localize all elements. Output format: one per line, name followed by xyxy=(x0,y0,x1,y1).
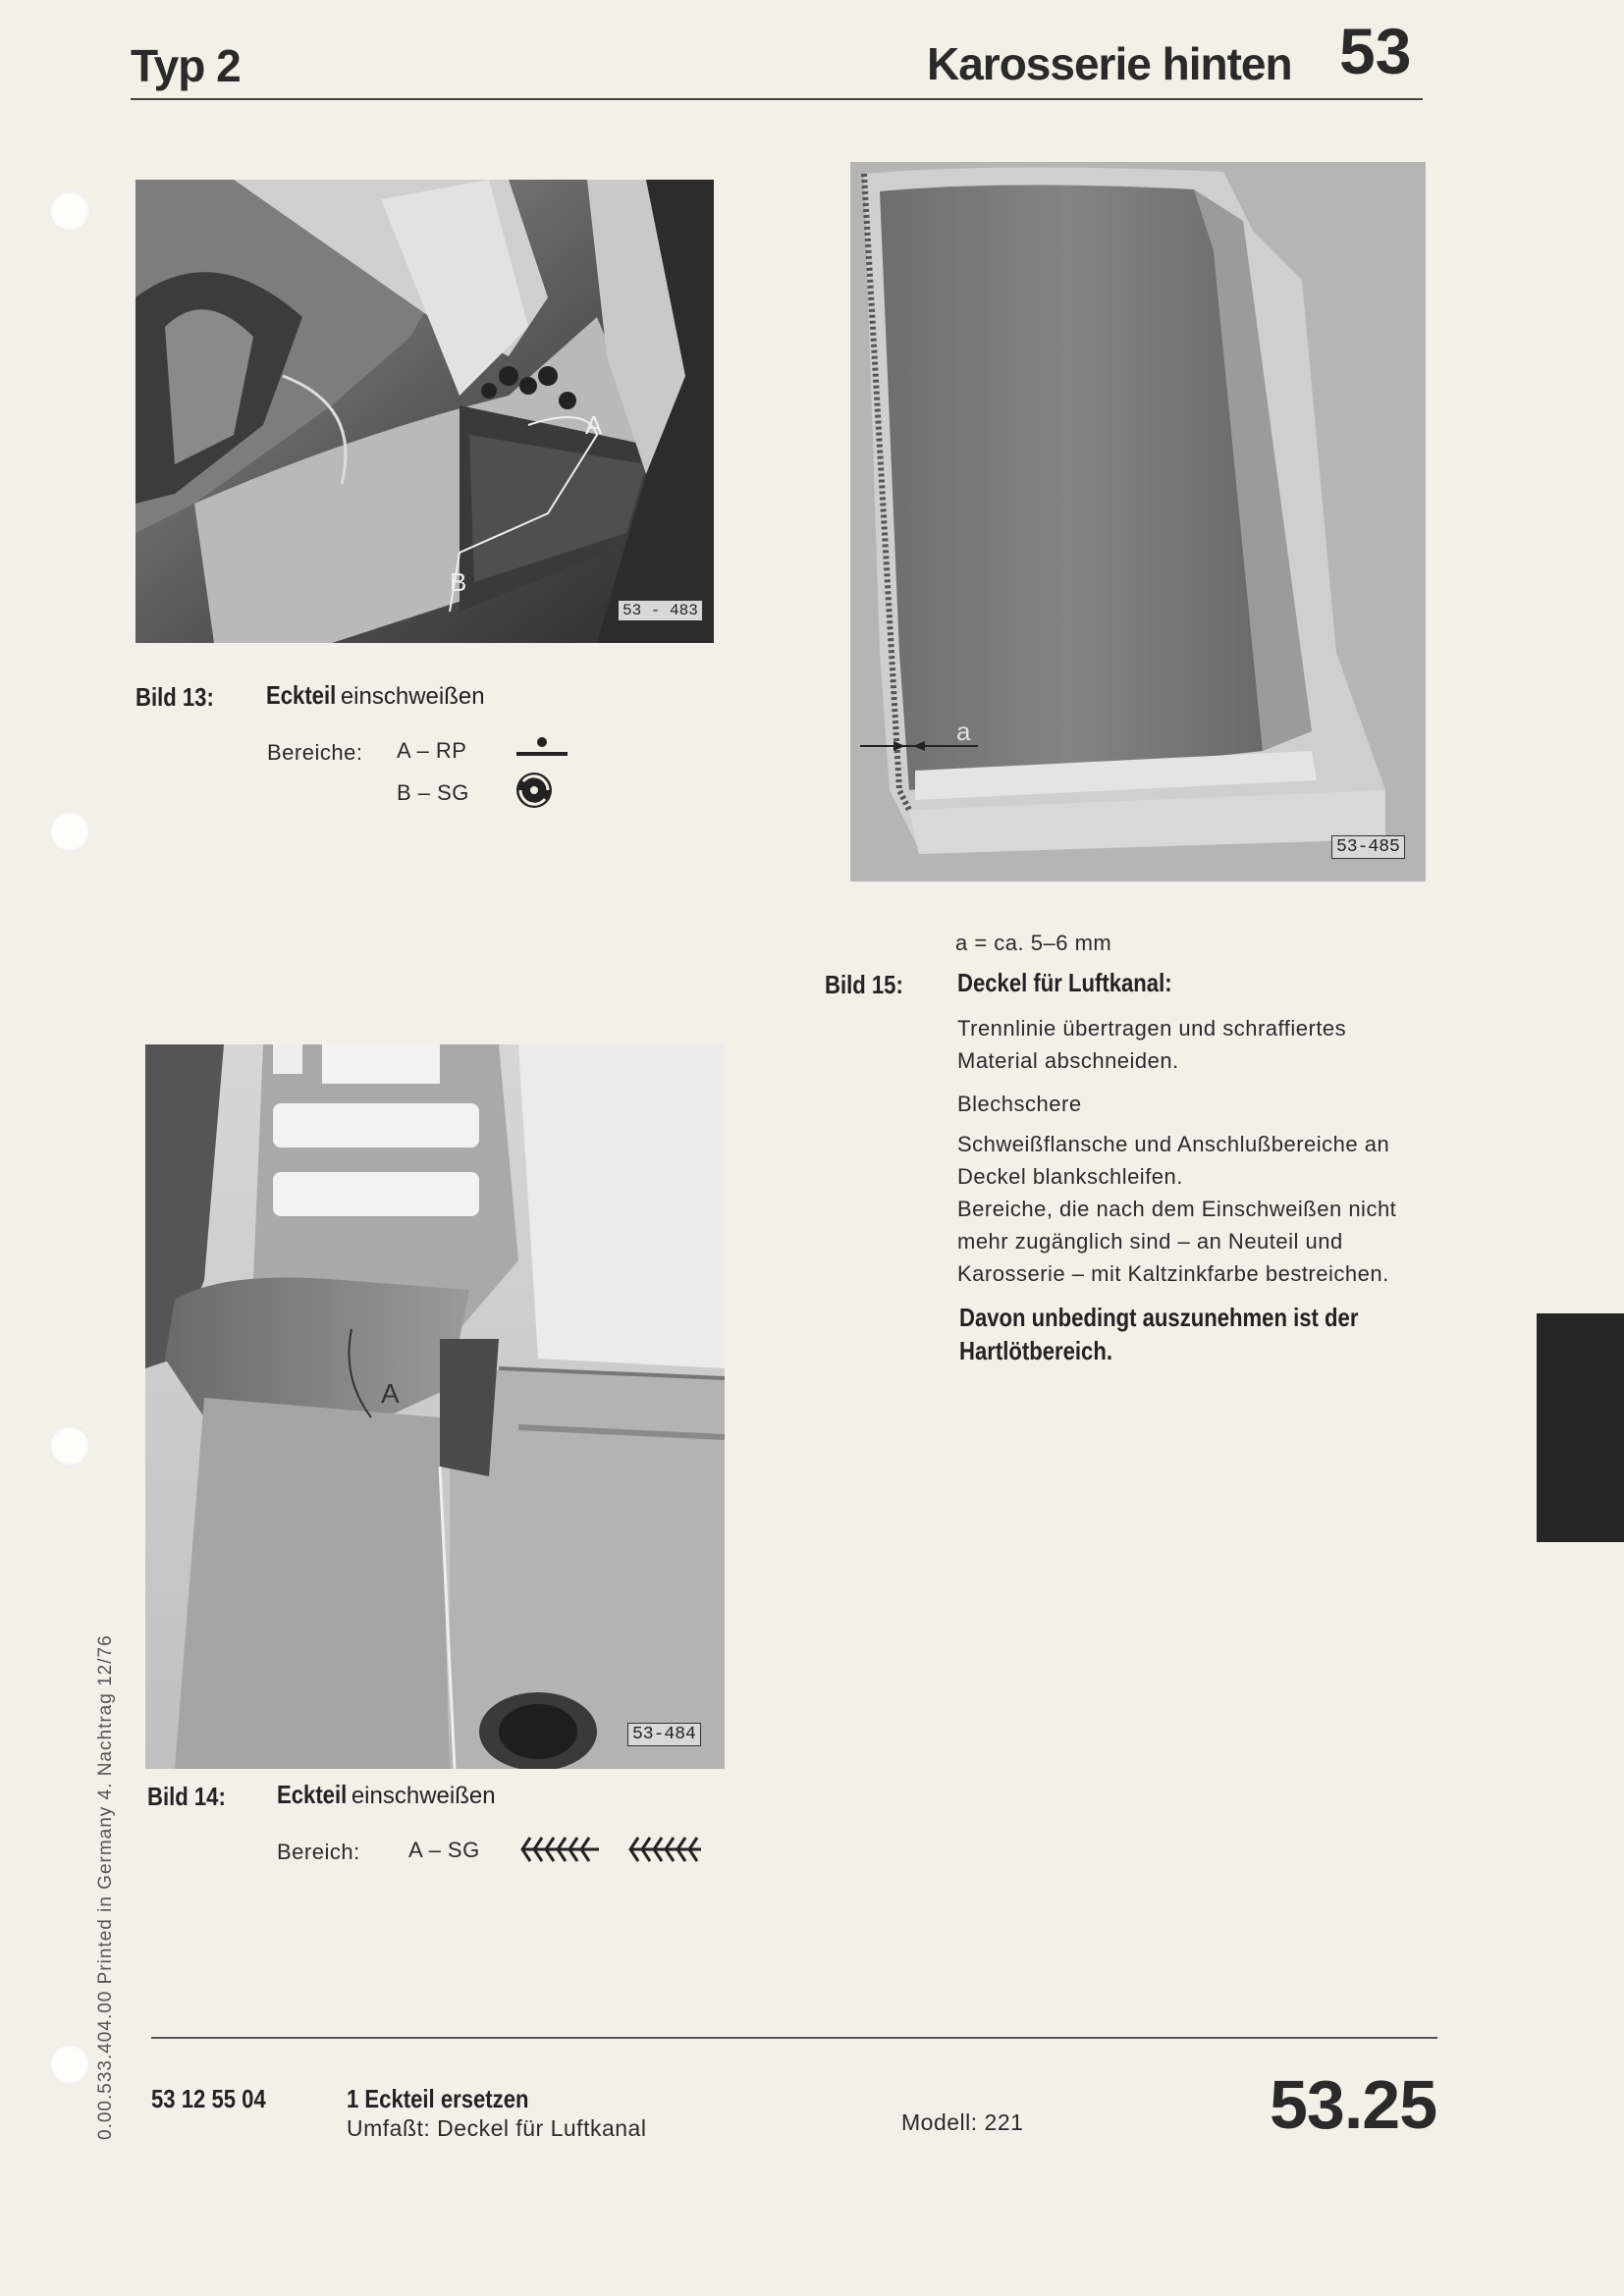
figure-14-area-1: A – SG xyxy=(408,1838,480,1862)
figure-15-caption-title: Deckel für Luftkanal: xyxy=(957,968,1172,997)
figure-13-area-2: B – SG xyxy=(397,780,469,805)
figure-13-photo xyxy=(135,180,714,643)
punch-hole xyxy=(49,811,90,852)
header-rule xyxy=(131,98,1423,100)
footer-rule xyxy=(151,2037,1437,2039)
figure-15-text-1b: Material abschneiden. xyxy=(957,1048,1179,1073)
figure-15-text-4c: Karosserie – mit Kaltzinkfarbe bestreichen. xyxy=(957,1261,1389,1286)
figure-13-area-1: A – RP xyxy=(397,738,467,763)
figure-13-caption-title xyxy=(266,680,485,711)
figure-15-text-4a: Bereiche, die nach dem Einschweißen nicht xyxy=(957,1197,1397,1221)
figure-13-areas-label: Bereiche: xyxy=(267,740,363,765)
header-section-number: 53 xyxy=(1339,15,1412,87)
figure-15-label-a: a xyxy=(956,717,971,746)
figure-15-note-2: Hartlötbereich. xyxy=(959,1336,1112,1365)
figure-14-title-bold: Eckteil xyxy=(277,1780,348,1809)
figure-15-measure: a = ca. 5–6 mm xyxy=(955,931,1112,955)
figure-14-reference: 53-484 xyxy=(627,1723,701,1746)
figure-14-caption-label: Bild 14: xyxy=(147,1782,226,1811)
footer-operation-title: 1 Eckteil ersetzen xyxy=(347,2084,529,2113)
footer-operation-code: 53 12 55 04 xyxy=(151,2084,266,2113)
figure-14-area-label: Bereich: xyxy=(277,1840,360,1864)
punch-hole xyxy=(49,1425,90,1467)
header-right-title: Karosserie hinten xyxy=(927,38,1292,89)
punch-hole xyxy=(49,190,90,232)
side-print-info: 0.00.533.404.00 Printed in Germany 4. Nachtrag 12/76 xyxy=(95,1634,116,2140)
figure-13-label-a: A xyxy=(585,410,603,440)
figure-15-text-1a: Trennlinie übertragen und schraffiertes xyxy=(957,1016,1347,1041)
footer-page-number: 53.25 xyxy=(1270,2066,1437,2143)
section-tab-marker xyxy=(1537,1313,1624,1542)
figure-15-photo xyxy=(850,162,1426,881)
sg-seam-symbol-icon xyxy=(518,1828,705,1872)
figure-13-reference: 53 - 483 xyxy=(618,600,703,621)
figure-15-note-1: Davon unbedingt auszunehmen ist der xyxy=(959,1303,1359,1332)
figure-15-text-3a: Schweißflansche und Anschlußbereiche an xyxy=(957,1132,1390,1156)
figure-13-title-rest: einschweißen xyxy=(340,683,485,710)
figure-15-tool: Blechschere xyxy=(957,1092,1082,1116)
figure-13-title-bold: Eckteil xyxy=(266,680,337,710)
footer-includes: Umfaßt: Deckel für Luftkanal xyxy=(347,2115,647,2141)
footer-model: Modell: 221 xyxy=(901,2109,1024,2135)
rp-weld-symbol-icon xyxy=(513,734,571,769)
figure-14-title-rest: einschweißen xyxy=(351,1783,496,1809)
punch-hole xyxy=(49,2044,90,2085)
figure-15-reference: 53-485 xyxy=(1331,835,1405,859)
figure-15-caption-label: Bild 15: xyxy=(825,970,903,999)
figure-13-caption-label: Bild 13: xyxy=(135,682,214,712)
figure-14-label-a: A xyxy=(381,1378,400,1409)
header-left-title: Typ 2 xyxy=(131,40,241,91)
figure-14-caption-title xyxy=(277,1780,496,1810)
figure-14-photo xyxy=(145,1044,725,1769)
figure-13-label-b: B xyxy=(450,567,467,597)
sg-weld-symbol-icon xyxy=(514,771,554,815)
figure-15-text-3b: Deckel blankschleifen. xyxy=(957,1164,1183,1189)
figure-15-text-4b: mehr zugänglich sind – an Neuteil und xyxy=(957,1229,1343,1254)
